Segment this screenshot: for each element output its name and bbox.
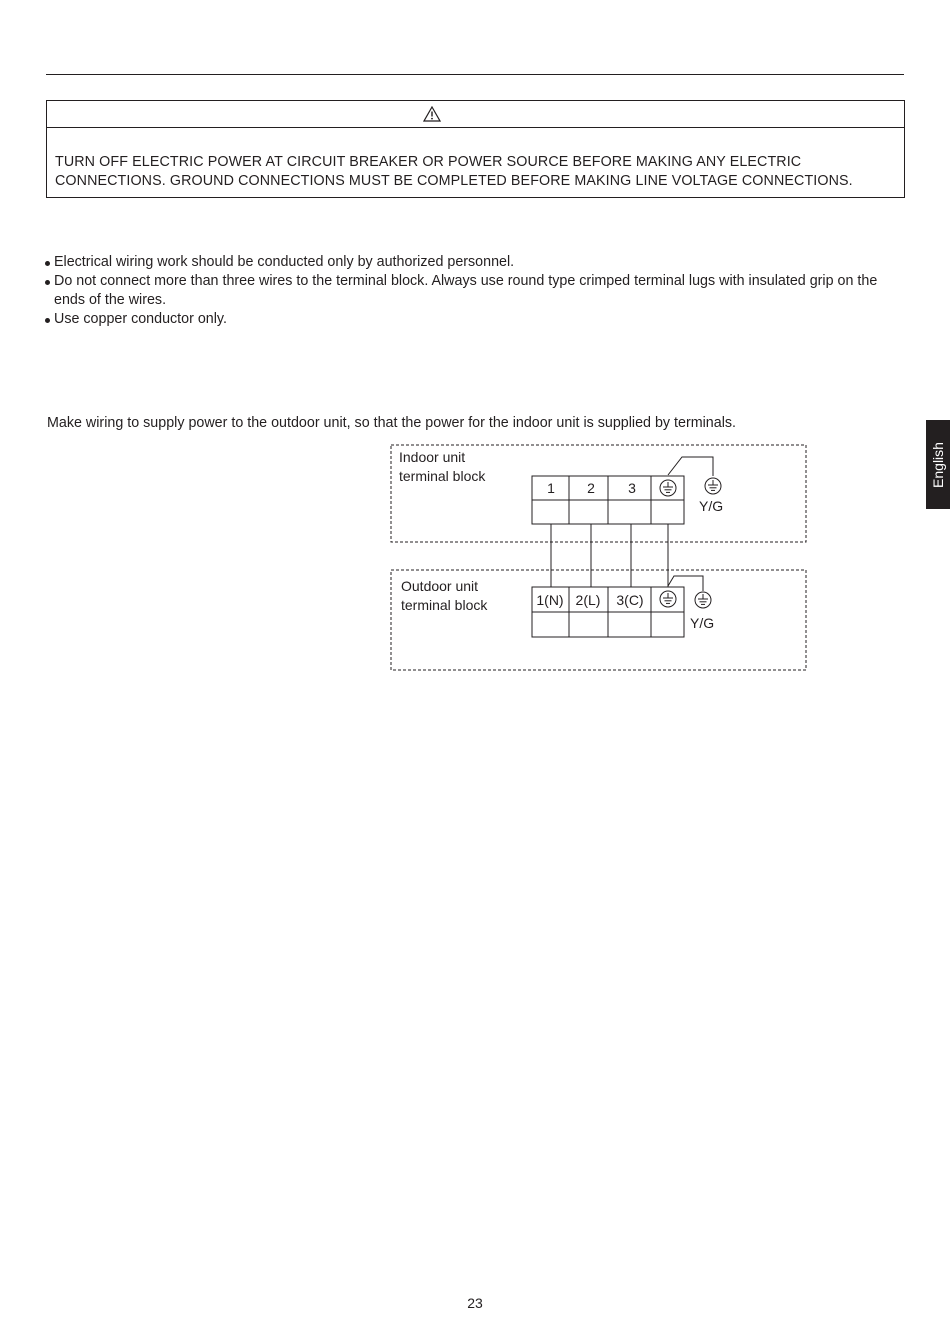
ground-symbol-icon	[695, 592, 711, 608]
outdoor-terminal-1n: 1(N)	[536, 592, 564, 608]
header-rule	[46, 74, 904, 75]
wiring-notes-list	[44, 253, 906, 329]
indoor-terminal-block-label: terminal block	[399, 468, 486, 484]
outdoor-terminal-2l: 2(L)	[575, 592, 601, 608]
wiring-intro-text: Make wiring to supply power to the outdoor unit, so that the power for the indoor unit is supplied by terminals.	[47, 415, 737, 431]
list-item: Use copper conductor only.	[44, 310, 906, 329]
indoor-terminal-3: 3	[628, 480, 636, 496]
page-number: 23	[467, 1295, 483, 1311]
indoor-terminal-2: 2	[587, 480, 595, 496]
outdoor-unit-label: Outdoor unit	[401, 578, 479, 594]
language-tab	[926, 420, 950, 509]
indoor-unit-label: Indoor unit	[399, 449, 466, 465]
connecting-wires	[551, 524, 668, 587]
wiring-diagram	[380, 440, 820, 680]
warning-text: TURN OFF ELECTRIC POWER AT CIRCUIT BREAKER OR POWER SOURCE BEFORE MAKING ANY ELECTRIC CONNECTIONS. GROUND CONNECTIONS MUST BE COMPLETED BEFORE MAKING LINE VOLTAGE CONNECTIONS.	[55, 154, 853, 189]
list-item: Electrical wiring work should be conducted only by authorized personnel.	[44, 253, 906, 272]
warning-header	[47, 101, 904, 128]
warning-box	[46, 100, 905, 198]
language-tab-label: English	[930, 441, 946, 488]
outdoor-terminal-3c: 3(C)	[616, 592, 644, 608]
list-item: Do not connect more than three wires to the terminal block. Always use round type crimped terminal lugs with insulated grip on the ends of the wires.	[44, 272, 906, 310]
indoor-yg-label: Y/G	[699, 498, 724, 514]
ground-symbol-icon	[705, 478, 721, 494]
warning-triangle-icon	[423, 106, 441, 122]
indoor-ground-wire	[668, 457, 713, 476]
indoor-terminal-1: 1	[547, 480, 555, 496]
outdoor-terminal-block-label: terminal block	[401, 597, 488, 613]
outdoor-yg-label: Y/G	[690, 615, 715, 631]
